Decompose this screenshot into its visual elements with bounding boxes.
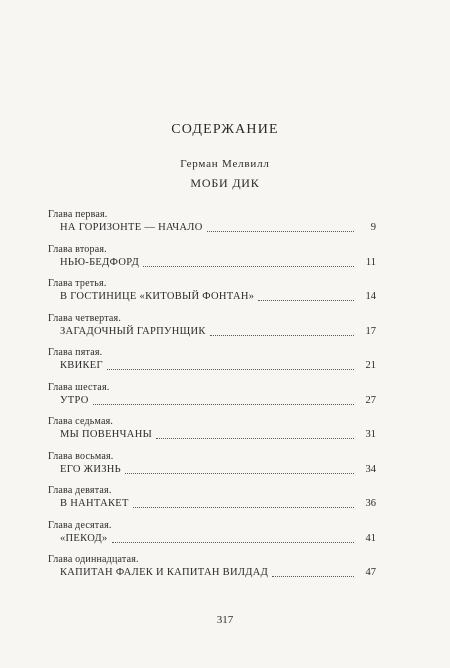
chapter-title: «ПЕКОД» [60,532,108,544]
chapter-page-number: 41 [365,532,376,544]
dot-leader [143,266,354,267]
table-of-contents [48,209,376,589]
dot-leader [272,576,354,577]
chapter-page-number: 17 [365,325,376,337]
chapter-label: Глава первая. [48,209,108,220]
toc-entry [48,416,376,451]
dot-leader [125,473,354,474]
dot-leader [133,507,354,508]
chapter-label: Глава одиннадцатая. [48,554,139,565]
chapter-page-number: 47 [365,567,376,578]
toc-entry [48,382,376,417]
toc-entry [48,347,376,382]
toc-entry [48,451,376,486]
chapter-page-number: 31 [365,429,376,440]
page-number: 317 [216,614,234,626]
dot-leader [107,369,354,370]
chapter-label: Глава третья. [48,278,107,289]
chapter-label: Глава десятая. [48,519,112,531]
toc-entry [48,209,376,244]
chapter-label: Глава девятая. [48,485,112,496]
dot-leader [156,438,354,439]
toc-entry [48,520,376,555]
chapter-label: Глава восьмая. [48,450,114,462]
chapter-label: Глава пятая. [48,347,103,358]
chapter-title: НА ГОРИЗОНТЕ — НАЧАЛО [60,222,203,233]
dot-leader [93,404,354,405]
chapter-label: Глава четвертая. [48,312,122,324]
chapter-title: КВИКЕГ [60,360,103,371]
toc-entry [48,278,376,313]
chapter-title: МЫ ПОВЕНЧАНЫ [60,429,153,440]
chapter-label: Глава седьмая. [48,416,114,427]
toc-entry [48,554,376,589]
chapter-page-number: 9 [370,222,376,233]
toc-entry [48,485,376,520]
book-title: МОБИ ДИК [190,176,260,190]
chapter-title: УТРО [60,394,89,406]
toc-entry [48,244,376,279]
chapter-page-number: 11 [365,256,376,268]
chapter-title: НЬЮ-БЕДФОРД [60,256,140,268]
contents-heading: СОДЕРЖАНИЕ [171,122,279,137]
chapter-title: В НАНТАКЕТ [60,498,129,509]
chapter-title: ЗАГАДОЧНЫЙ ГАРПУНЩИК [60,325,206,337]
dot-leader [258,300,354,301]
author-name: Герман Мелвилл [180,158,270,170]
chapter-title: В ГОСТИНИЦЕ «КИТОВЫЙ ФОНТАН» [60,291,255,302]
dot-leader [112,542,354,543]
chapter-page-number: 34 [365,463,376,475]
chapter-page-number: 27 [365,394,376,406]
chapter-label: Глава вторая. [48,243,107,255]
chapter-page-number: 21 [365,360,376,371]
chapter-title: ЕГО ЖИЗНЬ [60,463,121,475]
toc-entry [48,313,376,348]
chapter-label: Глава шестая. [48,381,110,393]
dot-leader [210,335,354,336]
chapter-page-number: 36 [365,498,376,509]
dot-leader [207,231,354,232]
chapter-page-number: 14 [365,291,376,302]
chapter-title: КАПИТАН ФАЛЕК И КАПИТАН ВИЛДАД [60,567,269,578]
